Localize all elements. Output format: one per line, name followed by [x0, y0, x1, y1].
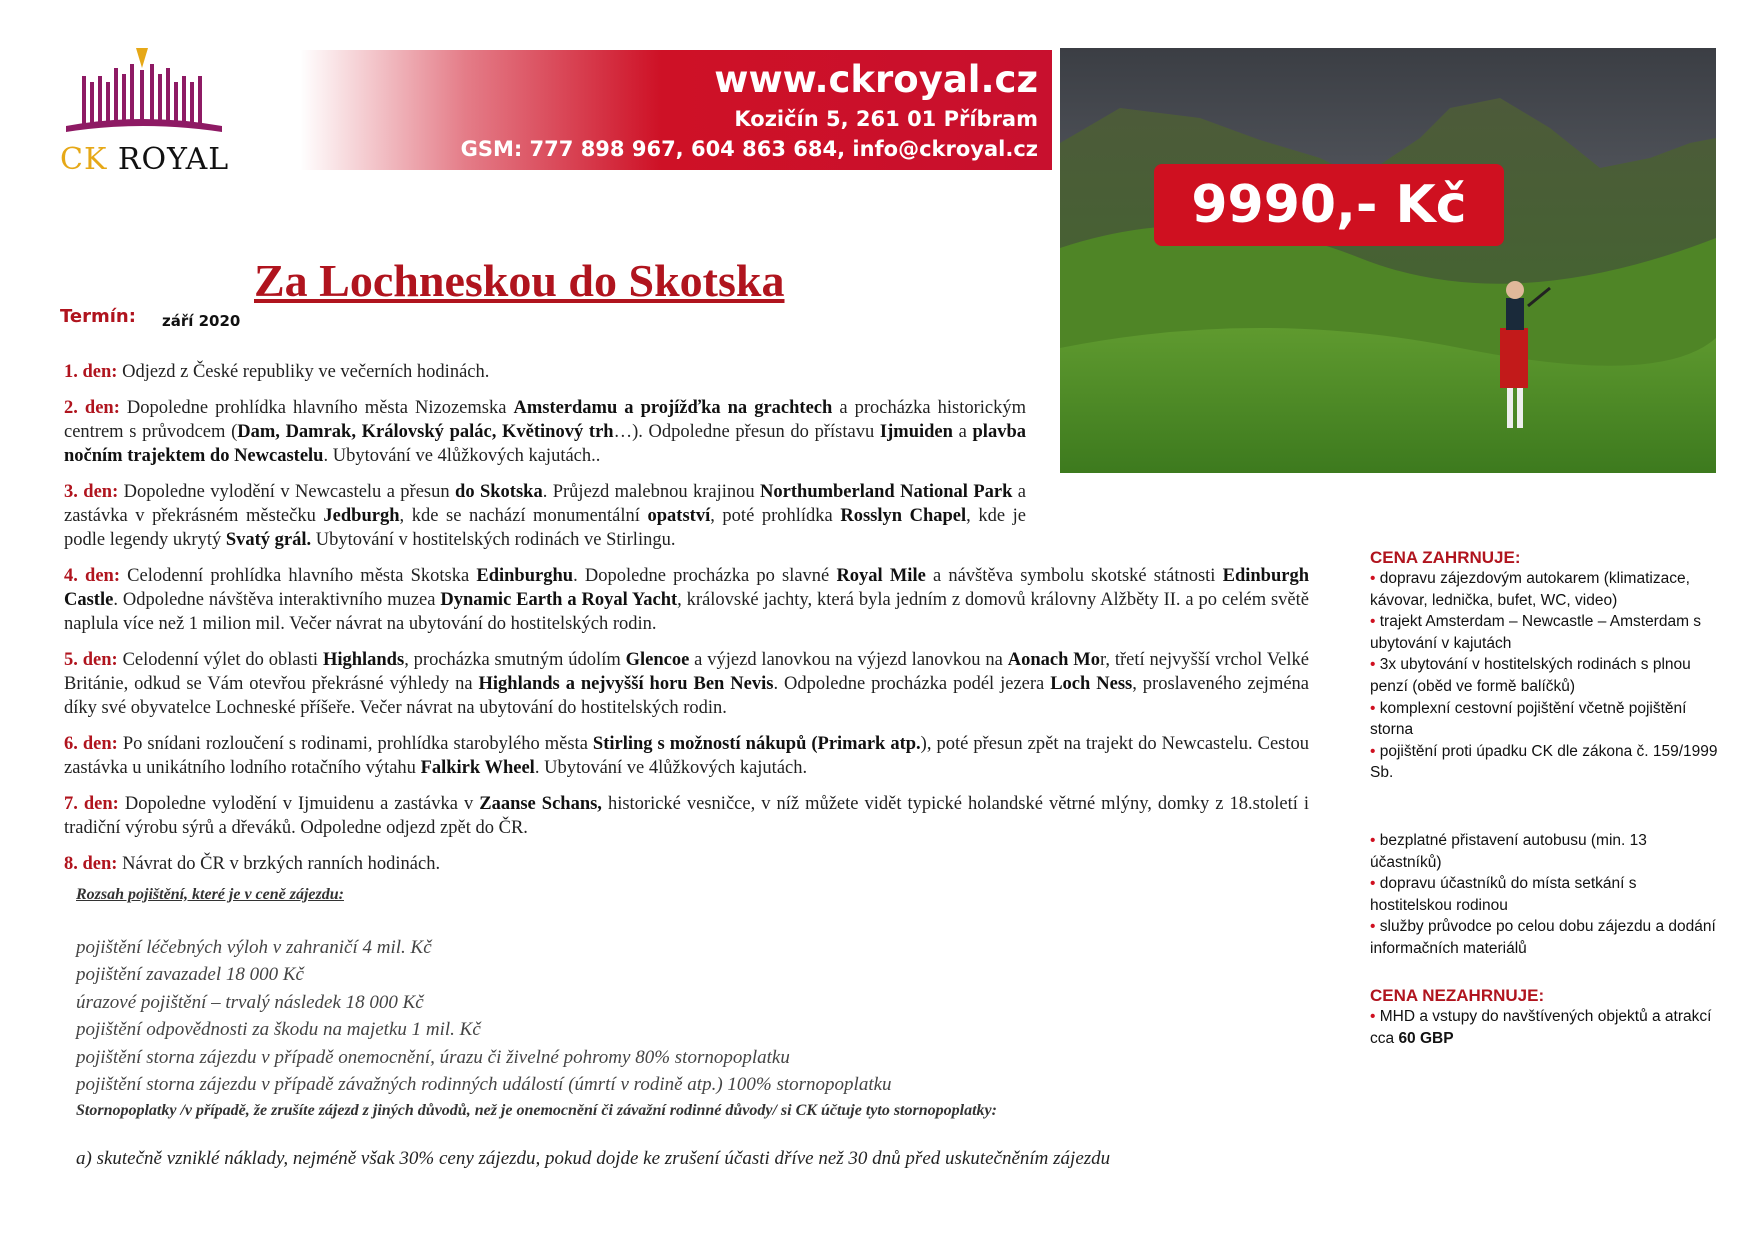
included-section	[1370, 548, 1720, 784]
day-text: Odjezd z České republiky ve večerních hodinách.	[117, 362, 490, 382]
day-highlight: Edinburgh Castle	[64, 566, 1309, 610]
day-5	[64, 648, 1309, 720]
included-item: • bezplatné přistavení autobusu (min. 13 účastníků)	[1370, 832, 1647, 871]
insurance-item: úrazové pojištění – trvalý následek 18 000 Kč	[76, 991, 424, 1013]
excluded-section	[1370, 986, 1720, 1049]
day-text: a procházka historickým centrem s průvodcem (	[64, 398, 1026, 442]
website-link[interactable]: www.ckroyal.cz	[714, 58, 1038, 101]
contact-banner	[300, 50, 1052, 170]
day-highlight: Loch Ness	[1050, 674, 1133, 694]
ck-royal-logo	[56, 46, 256, 176]
day-highlight: Dam, Damrak, Královský palác, Květinový trh	[237, 422, 614, 442]
day-text: historické vesničce, v níž můžete vidět typické holandské větrné mlýny, domky z 18.století i tradiční výrobu sýrů a dřeváků. Odpoledne odjezd zpět do ČR.	[64, 794, 1309, 838]
day-highlight: Jedburgh	[323, 506, 400, 526]
insurance-item: pojištění odpovědnosti za škodu na majetku 1 mil. Kč	[76, 1019, 481, 1041]
day-text: , královské jachty, která byla jedním z domovů královny Alžběty II. a po celém světě naplula více než 1 milion mil. Večer návrat na ubytování do hostitelských rodin.	[64, 590, 1309, 634]
day-highlight: Highlands	[322, 650, 405, 670]
excluded-heading: CENA NEZAHRNUJE:	[1370, 986, 1545, 1005]
day-text: , kde je podle legendy ukrytý	[64, 506, 1027, 550]
included-item: • pojištění proti úpadku CK dle zákona č. 159/1999 Sb.	[1370, 742, 1718, 782]
crown-icon	[56, 46, 256, 142]
day-text: …). Odpoledne přesun do přístavu	[613, 422, 880, 442]
day-text: . Odpoledne procházka podél jezera	[773, 674, 1051, 694]
included-section-continued	[1370, 830, 1720, 960]
day-text: . Ubytování ve 4lůžkových kajutách..	[323, 446, 601, 466]
day-text: Návrat do ČR v brzkých ranních hodinách.	[117, 854, 441, 874]
day-highlight: do Skotska	[455, 482, 543, 502]
logo-royal: ROYAL	[117, 142, 230, 177]
day-label: 7. den:	[64, 794, 119, 814]
day-text: a zastávka v překrásném městečku	[64, 482, 1027, 526]
day-label: 8. den:	[64, 854, 118, 874]
insurance-item: pojištění léčebných výloh v zahraničí 4 mil. Kč	[76, 937, 432, 958]
day-highlight: Edinburghu	[476, 566, 574, 586]
term-value: září 2020	[162, 312, 241, 330]
day-text: , poté prohlídka	[710, 506, 841, 526]
day-text: a	[952, 422, 973, 442]
day-label: 2. den:	[64, 398, 120, 418]
day-highlight: opatství	[647, 506, 711, 526]
day-label: 1. den:	[64, 362, 118, 382]
day-label: 6. den:	[64, 734, 118, 754]
day-text: a výjezd lanovkou na výjezd lanovkou na	[689, 650, 1008, 670]
contact-line: GSM: 777 898 967, 604 863 684, info@ckroyal.cz	[460, 137, 1038, 161]
day-label: 4. den:	[64, 566, 120, 586]
day-highlight: plavba nočním trajektem do Newcastelu	[64, 422, 1026, 466]
day-text: Celodenní výlet do oblasti	[117, 650, 323, 670]
included-item: • trajekt Amsterdam – Newcastle – Amsterdam s ubytování v kajutách	[1370, 613, 1702, 652]
day-highlight: Zaanse Schans,	[479, 794, 602, 814]
day-highlight: Amsterdamu a projížďka na grachtech	[513, 398, 833, 418]
included-item: • dopravu zájezdovým autokarem (klimatizace, kávovar, lednička, bufet, WC, video)	[1370, 570, 1690, 609]
day-label: 3. den:	[64, 482, 119, 502]
included-item: • dopravu účastníků do místa setkání s hostitelskou rodinou	[1370, 875, 1637, 914]
day-text: . Průjezd malebnou krajinou	[542, 482, 761, 502]
address-line: Kozičín 5, 261 01 Příbram	[734, 107, 1038, 131]
day-text: Dopoledne prohlídka hlavního města Nizozemska	[119, 398, 514, 418]
day-highlight: Glencoe	[625, 650, 690, 670]
included-item: • komplexní cestovní pojištění včetně pojištění storna	[1370, 699, 1687, 739]
day-highlight: Stirling s možností nákupů (Primark atp.	[592, 734, 921, 754]
included-heading: CENA ZAHRNUJE:	[1370, 548, 1521, 567]
day-highlight: Svatý grál.	[225, 530, 312, 550]
day-7	[64, 792, 1309, 840]
price-badge: 9990,- Kč	[1154, 164, 1504, 246]
day-highlight: Royal Mile	[836, 566, 926, 586]
day-6	[64, 732, 1309, 780]
day-text: , proslaveného zejména díky své obyvatelce Lochneské příšeře. Večer návrat na ubytování do hostitelských rodin.	[64, 674, 1310, 718]
day-text: ), poté přesun zpět na trajekt do Newcastelu. Cestou zastávka u unikátního lodního rotačního výtahu	[64, 734, 1309, 778]
day-highlight: Northumberland National Park	[760, 482, 1013, 502]
insurance-list	[76, 934, 892, 1098]
storno-condition-a: a) skutečně vzniklé náklady, nejméně však 30% ceny zájezdu, pokud dojde ke zrušení účasti dříve než 30 dnů před uskutečněním zájezdu	[76, 1148, 1111, 1169]
tour-title: Za Lochneskou do Skotska	[254, 255, 785, 306]
insurance-item: pojištění zavazadel 18 000 Kč	[76, 964, 304, 986]
day-2	[64, 396, 1026, 468]
included-item: • služby průvodce po celou dobu zájezdu a dodání informačních materiálů	[1370, 918, 1716, 957]
insurance-heading: Rozsah pojištění, které je v ceně zájezdu:	[76, 886, 344, 903]
day-highlight: Rosslyn Chapel	[840, 506, 967, 526]
day-text: Celodenní prohlídka hlavního města Skotska	[119, 566, 477, 586]
day-text: , kde se nachází monumentální	[399, 506, 648, 526]
day-1	[64, 360, 1026, 384]
day-text: r, třetí nejvyšší vrchol Velké Británie, odkud se Vám otevřou překrásné výhledy na	[64, 650, 1309, 694]
day-highlight: Dynamic Earth a Royal Yacht	[440, 590, 678, 610]
insurance-item: pojištění storna zájezdu v případě onemocnění, úrazu či živelné pohromy 80% stornopoplatku	[76, 1046, 790, 1068]
day-8	[64, 852, 1309, 876]
term-label: Termín:	[60, 306, 136, 327]
day-3	[64, 480, 1026, 552]
excluded-item: • MHD a vstupy do navštívených objektů a atrakcí cca 60 GBP	[1370, 1008, 1712, 1047]
day-highlight: Falkirk Wheel	[420, 758, 535, 778]
logo-wordmark	[60, 142, 229, 177]
day-text: Dopoledne vylodění v Newcastelu a přesun	[118, 482, 456, 502]
day-text: Po snídani rozloučení s rodinami, prohlídka starobylého města	[117, 734, 593, 754]
day-text: , procházka smutným údolím	[404, 650, 626, 670]
day-text: Ubytování v hostitelských rodinách ve Stirlingu.	[311, 530, 676, 550]
day-highlight: Ijmuiden	[879, 422, 953, 442]
insurance-item: pojištění storna zájezdu v případě závažných rodinných událostí (úmrtí v rodině atp.) 100% stornopoplatku	[76, 1074, 892, 1096]
day-text: Dopoledne vylodění v Ijmuidenu a zastávka v	[118, 794, 480, 814]
day-label: 5. den:	[64, 650, 118, 670]
day-highlight: Highlands a nejvyšší horu Ben Nevis	[478, 674, 774, 694]
logo-ck: CK	[60, 142, 108, 177]
day-text: . Ubytování ve 4lůžkových kajutách.	[534, 758, 808, 778]
storno-note: Stornopoplatky /v případě, že zrušíte zájezd z jiných důvodů, než je onemocnění či závažní rodinné důvody/ si CK účtuje tyto stornopoplatky:	[76, 1102, 997, 1119]
included-item: • 3x ubytování v hostitelských rodinách s plnou penzí (oběd ve formě balíčků)	[1370, 656, 1691, 695]
day-4	[64, 564, 1309, 636]
day-highlight: Aonach Mo	[1007, 650, 1100, 670]
day-text: a návštěva symbolu skotské státnosti	[925, 566, 1223, 586]
highlands-photo	[1060, 48, 1716, 473]
day-text: . Dopoledne procházka po slavné	[573, 566, 837, 586]
day-text: . Odpoledne návštěva interaktivního muzea	[113, 590, 441, 610]
